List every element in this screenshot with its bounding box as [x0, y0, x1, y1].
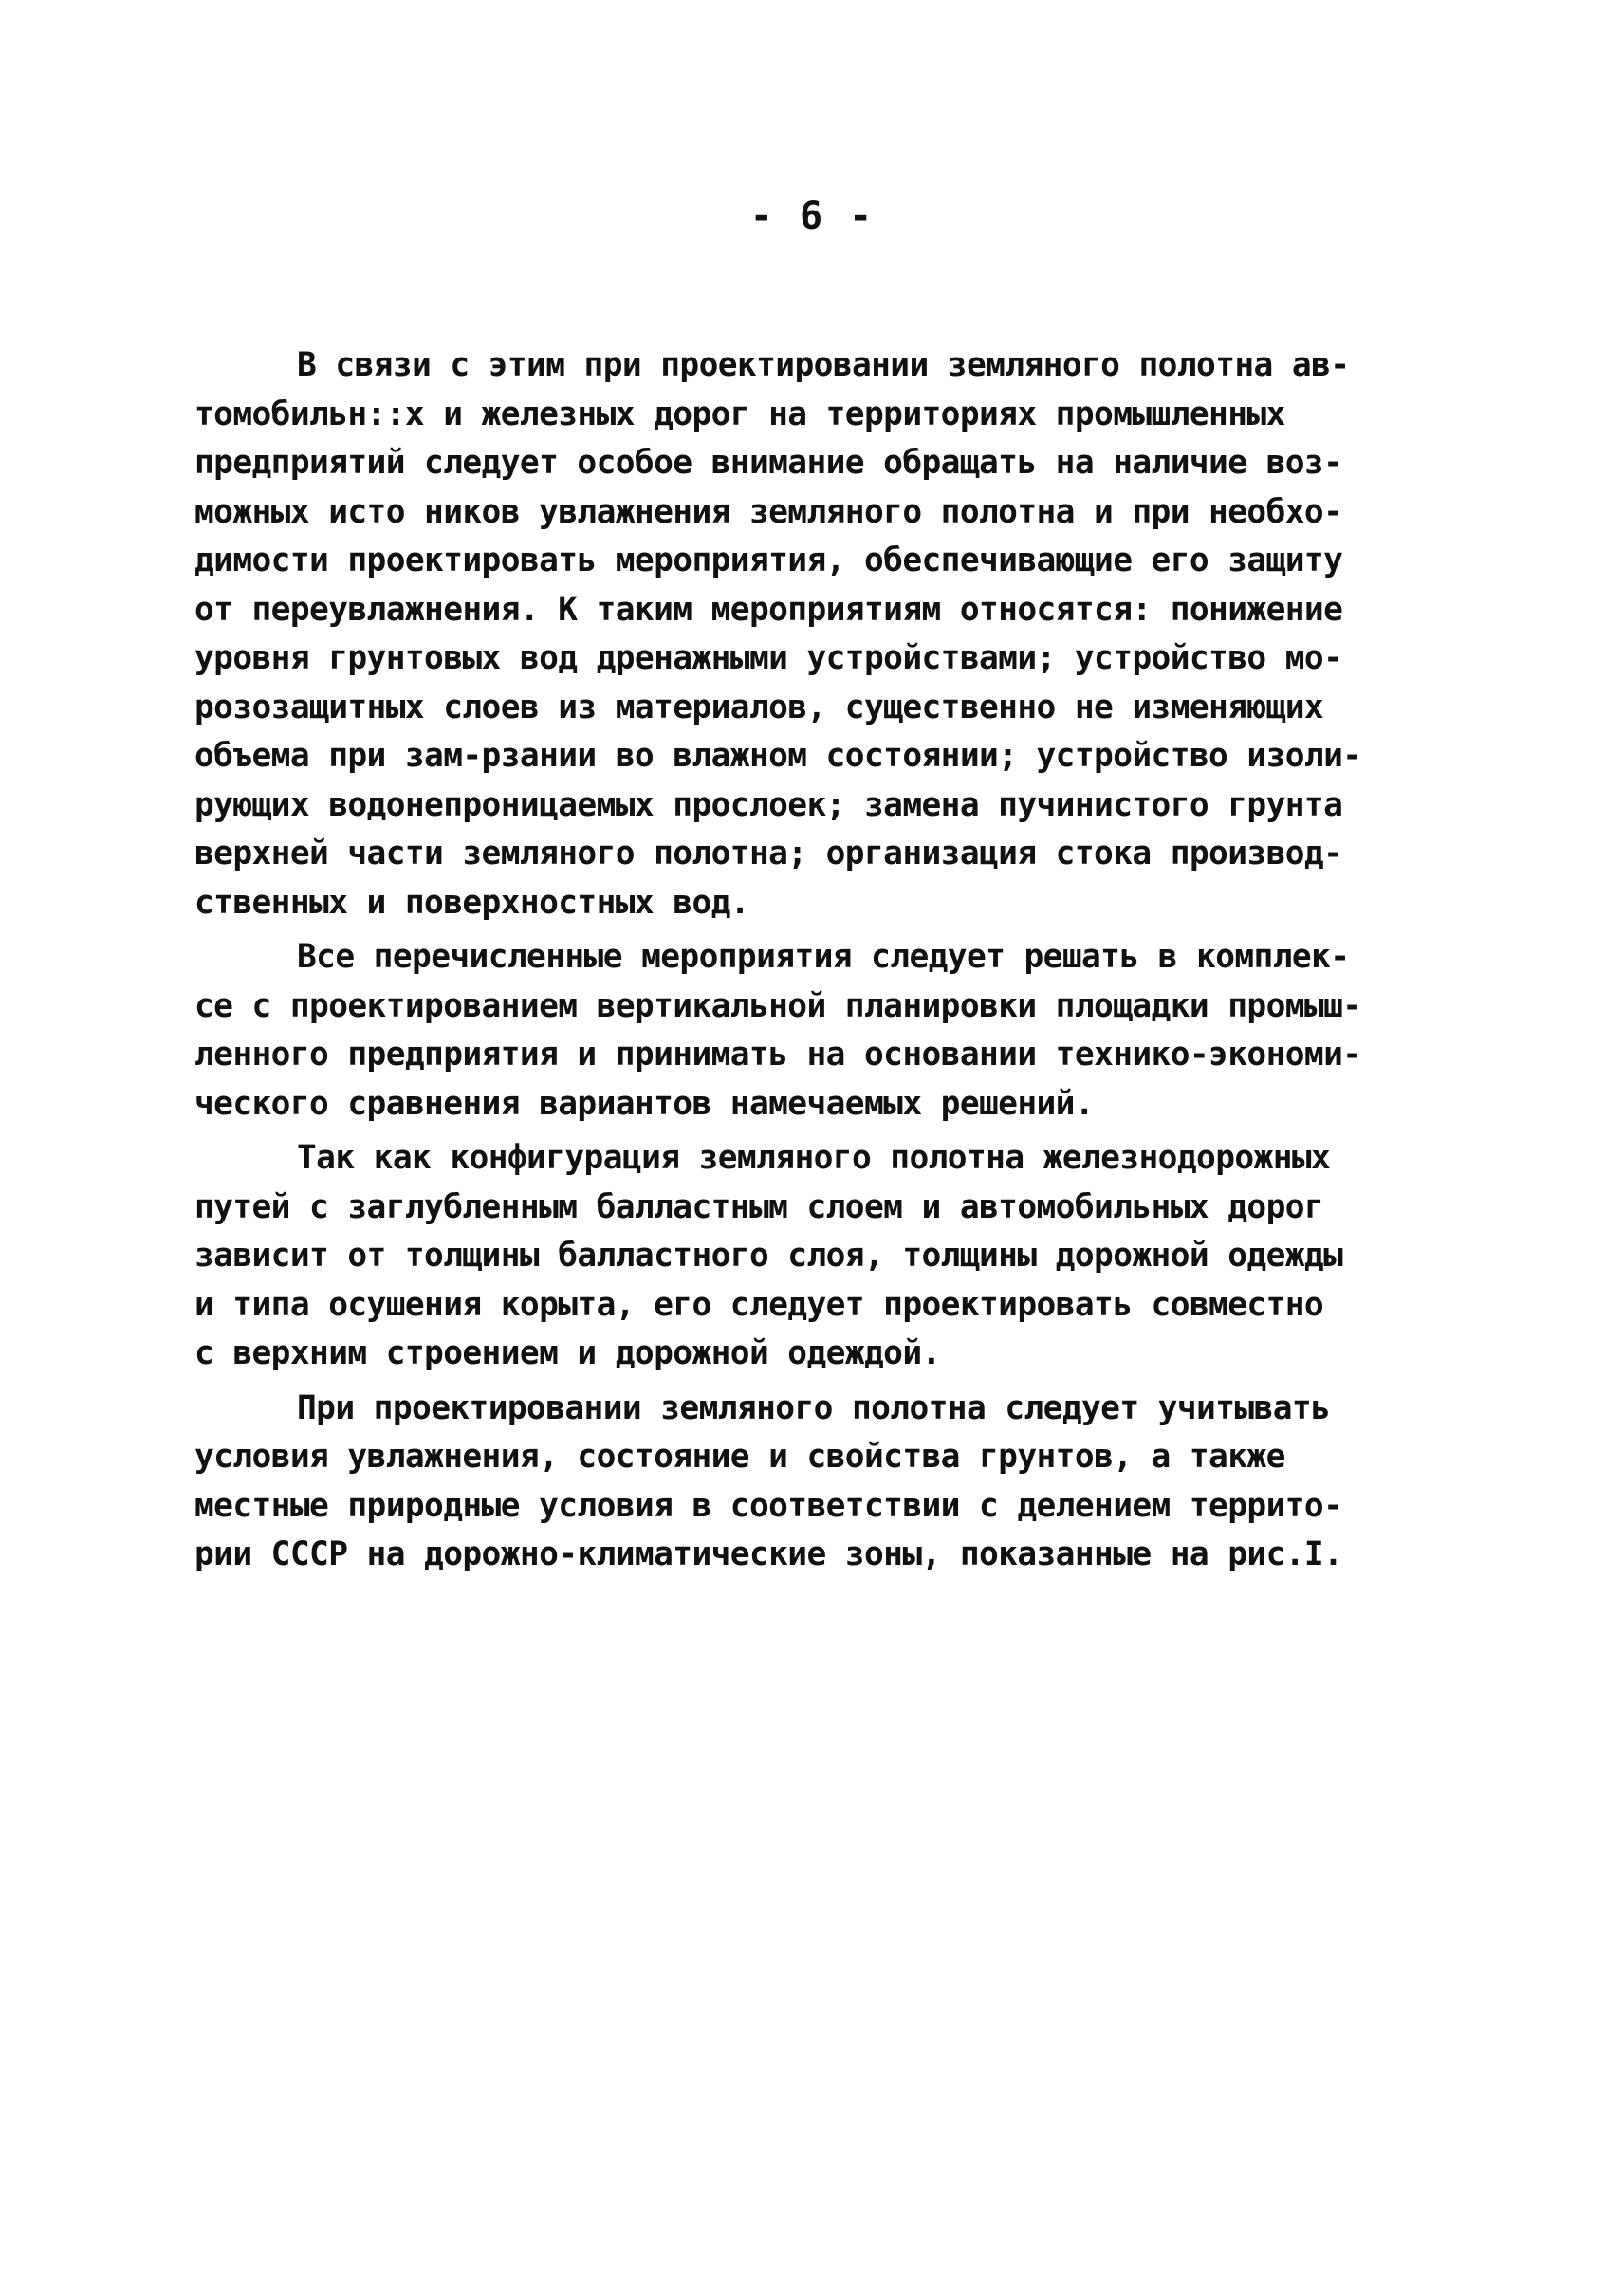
- text-line: верхней части земляного полотна; организация стока производ-: [194, 835, 1343, 872]
- body-text: [194, 341, 1456, 1580]
- paragraph-2: [194, 933, 1456, 1129]
- text-line: ческого сравнения вариантов намечаемых решений.: [194, 1084, 1095, 1123]
- text-line: путей с заглубленным балластным слоем и автомобильных дорог: [194, 1187, 1324, 1226]
- paragraph-4: [194, 1385, 1456, 1580]
- text-line: димости проектировать мероприятия, обеспечивающие его защиту: [194, 542, 1343, 579]
- text-line: с верхним строением и дорожной одеждой.: [194, 1334, 941, 1372]
- text-line: уровня грунтовых вод дренажными устройствами; устройство мо-: [194, 639, 1343, 677]
- text-line: розозащитных слоев из материалов, существенно не изменяющих: [194, 688, 1324, 726]
- text-line: и типа осушения корыта, его следует проектировать совместно: [194, 1285, 1324, 1324]
- paragraph-1: [194, 341, 1456, 928]
- text-line: се с проектированием вертикальной планировки площадки промыш-: [194, 986, 1362, 1025]
- text-line: ственных и поверхностных вод.: [194, 883, 749, 922]
- text-line: ленного предприятия и принимать на основании технико-экономи-: [194, 1036, 1362, 1074]
- text-line: рии СССР на дорожно-климатические зоны, показанные на рис.I.: [194, 1535, 1343, 1573]
- text-line: предприятий следует особое внимание обращать на наличие воз-: [194, 444, 1343, 482]
- page-number: - 6 -: [749, 194, 875, 238]
- text-line: объема при зам‑рзании во влажном состоянии; устройство изоли-: [194, 737, 1362, 775]
- text-line: При проектировании земляного полотна следует учитывать: [297, 1388, 1331, 1427]
- text-line: томобильн::х и железных дорог на территориях промышленных: [194, 395, 1285, 433]
- text-line: можных исто ников увлажнения земляного полотна и при необхо-: [194, 492, 1343, 531]
- text-line: местные природные условия в соответствии с делением террито-: [194, 1486, 1343, 1525]
- text-line: Все перечисленные мероприятия следует решать в комплек-: [297, 938, 1350, 976]
- text-line: зависит от толщины балластного слоя, толщины дорожной одежды: [194, 1237, 1343, 1275]
- text-line: В связи с этим при проектировании земляного полотна ав-: [297, 346, 1350, 384]
- text-line: рующих водонепроницаемых прослоек; замена пучинистого грунта: [194, 785, 1343, 824]
- paragraph-3: [194, 1134, 1456, 1379]
- text-line: от переувлажнения. К таким мероприятиям относятся: понижение: [194, 590, 1343, 629]
- text-line: условия увлажнения, состояние и свойства грунтов, а также: [194, 1438, 1285, 1476]
- text-line: Так как конфигурация земляного полотна железнодорожных: [297, 1139, 1331, 1177]
